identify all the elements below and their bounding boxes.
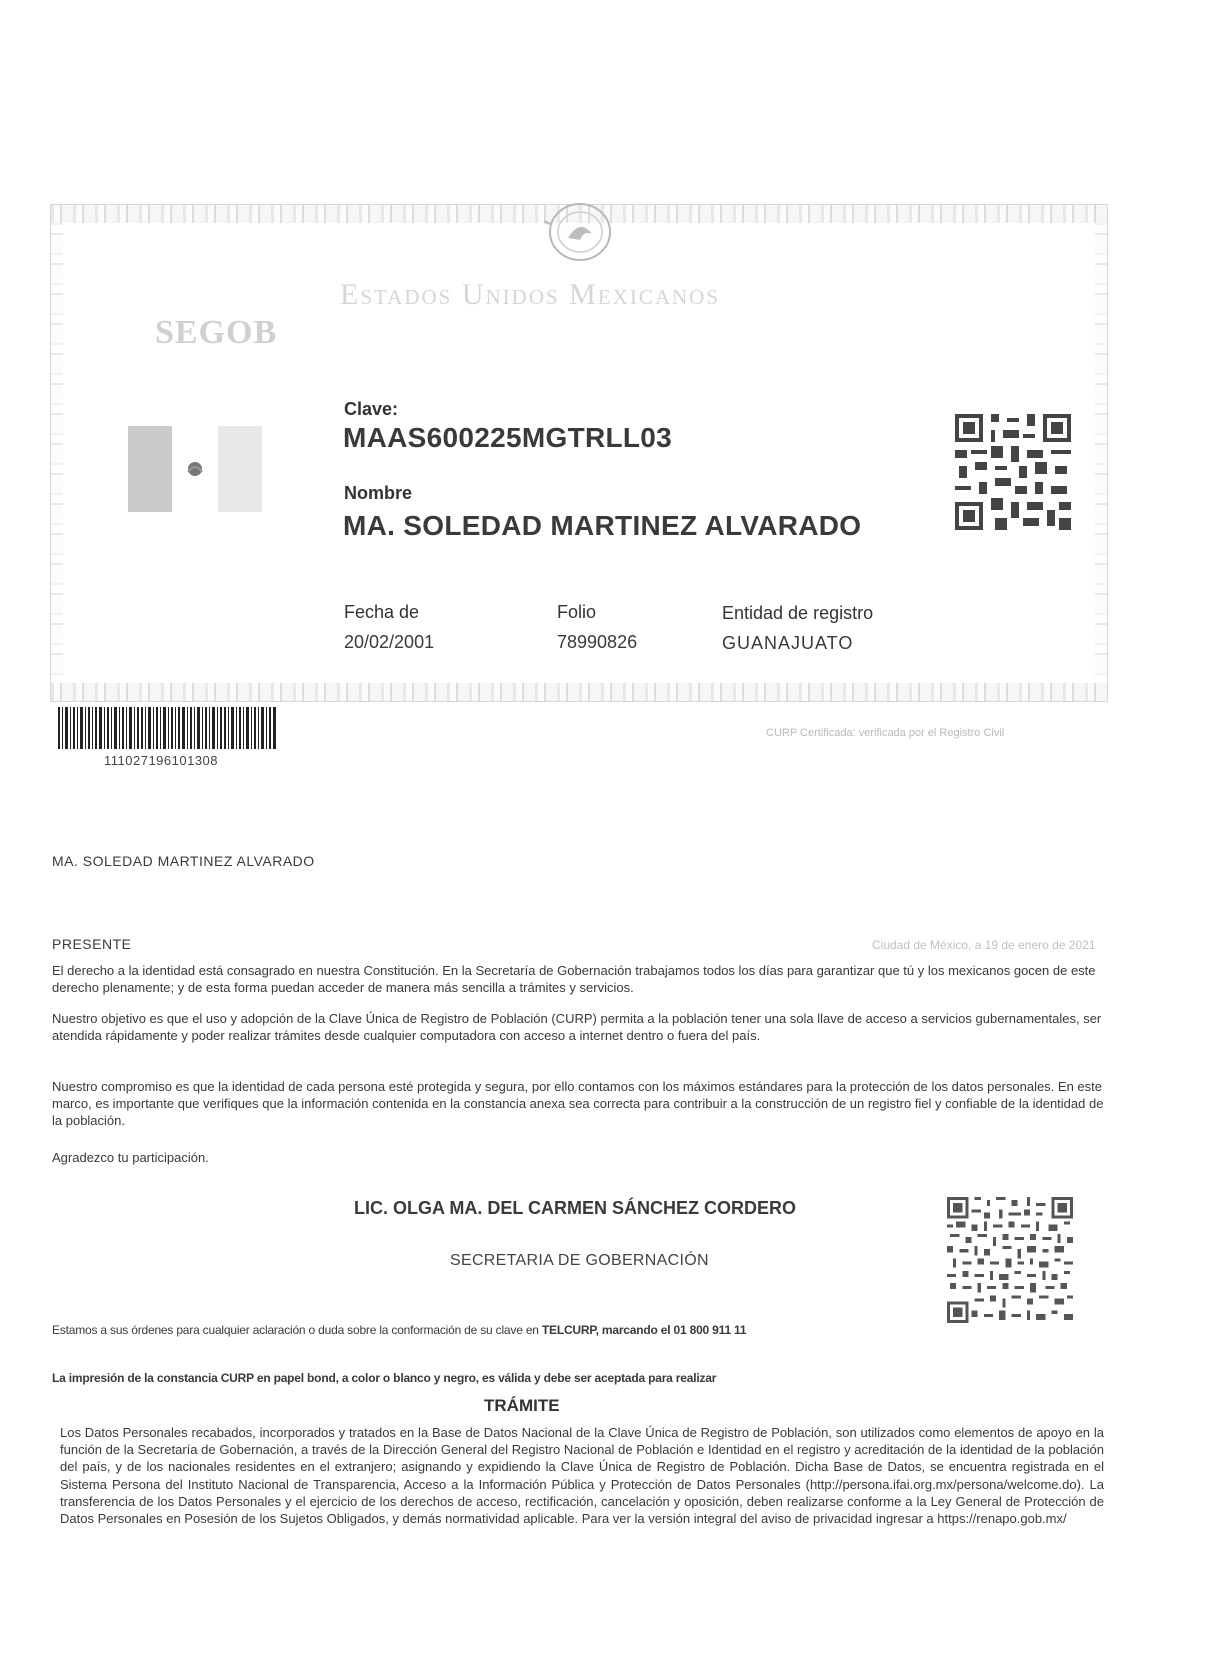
folio-label: Folio bbox=[557, 602, 597, 622]
letter-paragraph-2: Nuestro objetivo es que el uso y adopción de la Clave Única de Registro de Población (CURP) permita a la población tener una sola llave de acceso a servicios gubernamentales, ser atendida rápidamente y poder realizar trámites desde cualquier computadora con acceso a internet dentro o fuera del país. bbox=[52, 1011, 1102, 1043]
card-guilloche-left bbox=[51, 223, 63, 683]
nombre-value: MA. SOLEDAD MARTINEZ ALVARADO bbox=[343, 510, 862, 541]
qr-code-icon bbox=[947, 1197, 1073, 1323]
fecha-value: 20/02/2001 bbox=[344, 632, 435, 652]
entidad-value: GUANAJUATO bbox=[722, 633, 854, 653]
barcode-number: 111027196101308 bbox=[104, 753, 219, 768]
card-guilloche-bottom bbox=[51, 683, 1107, 701]
telcurp-contact bbox=[52, 1322, 1110, 1339]
clave-label: Clave: bbox=[344, 399, 399, 419]
segob-logo-text: SEGOB bbox=[155, 314, 278, 351]
card-guilloche-right bbox=[1095, 223, 1107, 683]
letter-recipient: MA. SOLEDAD MARTINEZ ALVARADO bbox=[52, 853, 315, 869]
fecha-label: Fecha de bbox=[344, 602, 420, 622]
certification-note: CURP Certificada: verificada por el Registro Civil bbox=[766, 727, 1005, 739]
clave-value: MAAS600225MGTRLL03 bbox=[343, 422, 673, 453]
privacy-notice: Los Datos Personales recabados, incorporados y tratados en la Base de Datos Nacional de la Clave Única de Registro de Población, son utilizados como elementos de apoyo en la función de la Secretaría de Gobernación, a través de la Dirección General del Registro Nacional de Población e Identidad en el registro y acreditación de la identidad de la población del país, y de los nacionales residentes en el extranjero; asignando y expidiendo la Clave Única de Registro de Población. Dicha Base de Datos, se encuentra registrada en el Sistema Persona del Instituto Nacional de Transparencia, Acceso a la Información Pública y Protección de Datos Personales (http://persona.ifai.org.mx/persona/welcome.do). La transferencia de los Datos Personales y el ejercicio de los derechos de acceso, rectificación, cancelación y oposición, deben realizarse conforme a la Ley General de Protección de Datos Personales en Posesión de los Sujetos Obligados, y demás normatividad aplicable. Para ver la versión integral del aviso de privacidad ingresar a https://renapo.gob.mx/ bbox=[60, 1425, 1104, 1527]
letter-paragraph-1: El derecho a la identidad está consagrado en nuestra Constitución. En la Secretaría de Gobernación trabajamos todos los días para garantizar que tú y los mexicanos gocen de este derecho plenamente; y de esta forma puedan acceder de manera más sencilla a trámites y servicios. bbox=[52, 963, 1096, 995]
country-heading: Estados Unidos Mexicanos bbox=[340, 278, 721, 311]
telcurp-contact-text: Estamos a sus órdenes para cualquier aclaración o duda sobre la conformación de su clave en bbox=[52, 1323, 542, 1337]
tramite-heading: TRÁMITE bbox=[484, 1396, 560, 1415]
folio-value: 78990826 bbox=[557, 632, 638, 652]
mexican-flag-icon bbox=[128, 426, 266, 512]
national-seal-icon bbox=[544, 200, 616, 264]
letter-thanks: Agradezco tu participación. bbox=[52, 1150, 209, 1165]
entidad-label: Entidad de registro bbox=[722, 603, 874, 623]
validity-note: La impresión de la constancia CURP en papel bond, a color o blanco y negro, es válida y debe ser aceptada para realizar bbox=[52, 1371, 717, 1385]
letter-place-date: Ciudad de México, a 19 de enero de 2021 bbox=[872, 938, 1096, 952]
barcode-icon bbox=[58, 707, 276, 749]
letter-paragraph-3: Nuestro compromiso es que la identidad de cada persona esté protegida y segura, por ello contamos con los máximos estándares para la protección de los datos personales. En este marco, es importante que verifiques que la información contenida en la constancia anexa sea correcta para contribuir a la construcción de un registro fiel y confiable de la identidad de la población. bbox=[52, 1079, 1104, 1128]
nombre-label: Nombre bbox=[344, 483, 413, 503]
qr-code-icon bbox=[955, 414, 1071, 530]
signer-name: LIC. OLGA MA. DEL CARMEN SÁNCHEZ CORDERO bbox=[354, 1198, 797, 1218]
letter-presente: PRESENTE bbox=[52, 936, 132, 952]
telcurp-phone: TELCURP, marcando el 01 800 911 11 bbox=[541, 1323, 747, 1337]
signer-title: SECRETARIA DE GOBERNACIÓN bbox=[450, 1252, 709, 1269]
